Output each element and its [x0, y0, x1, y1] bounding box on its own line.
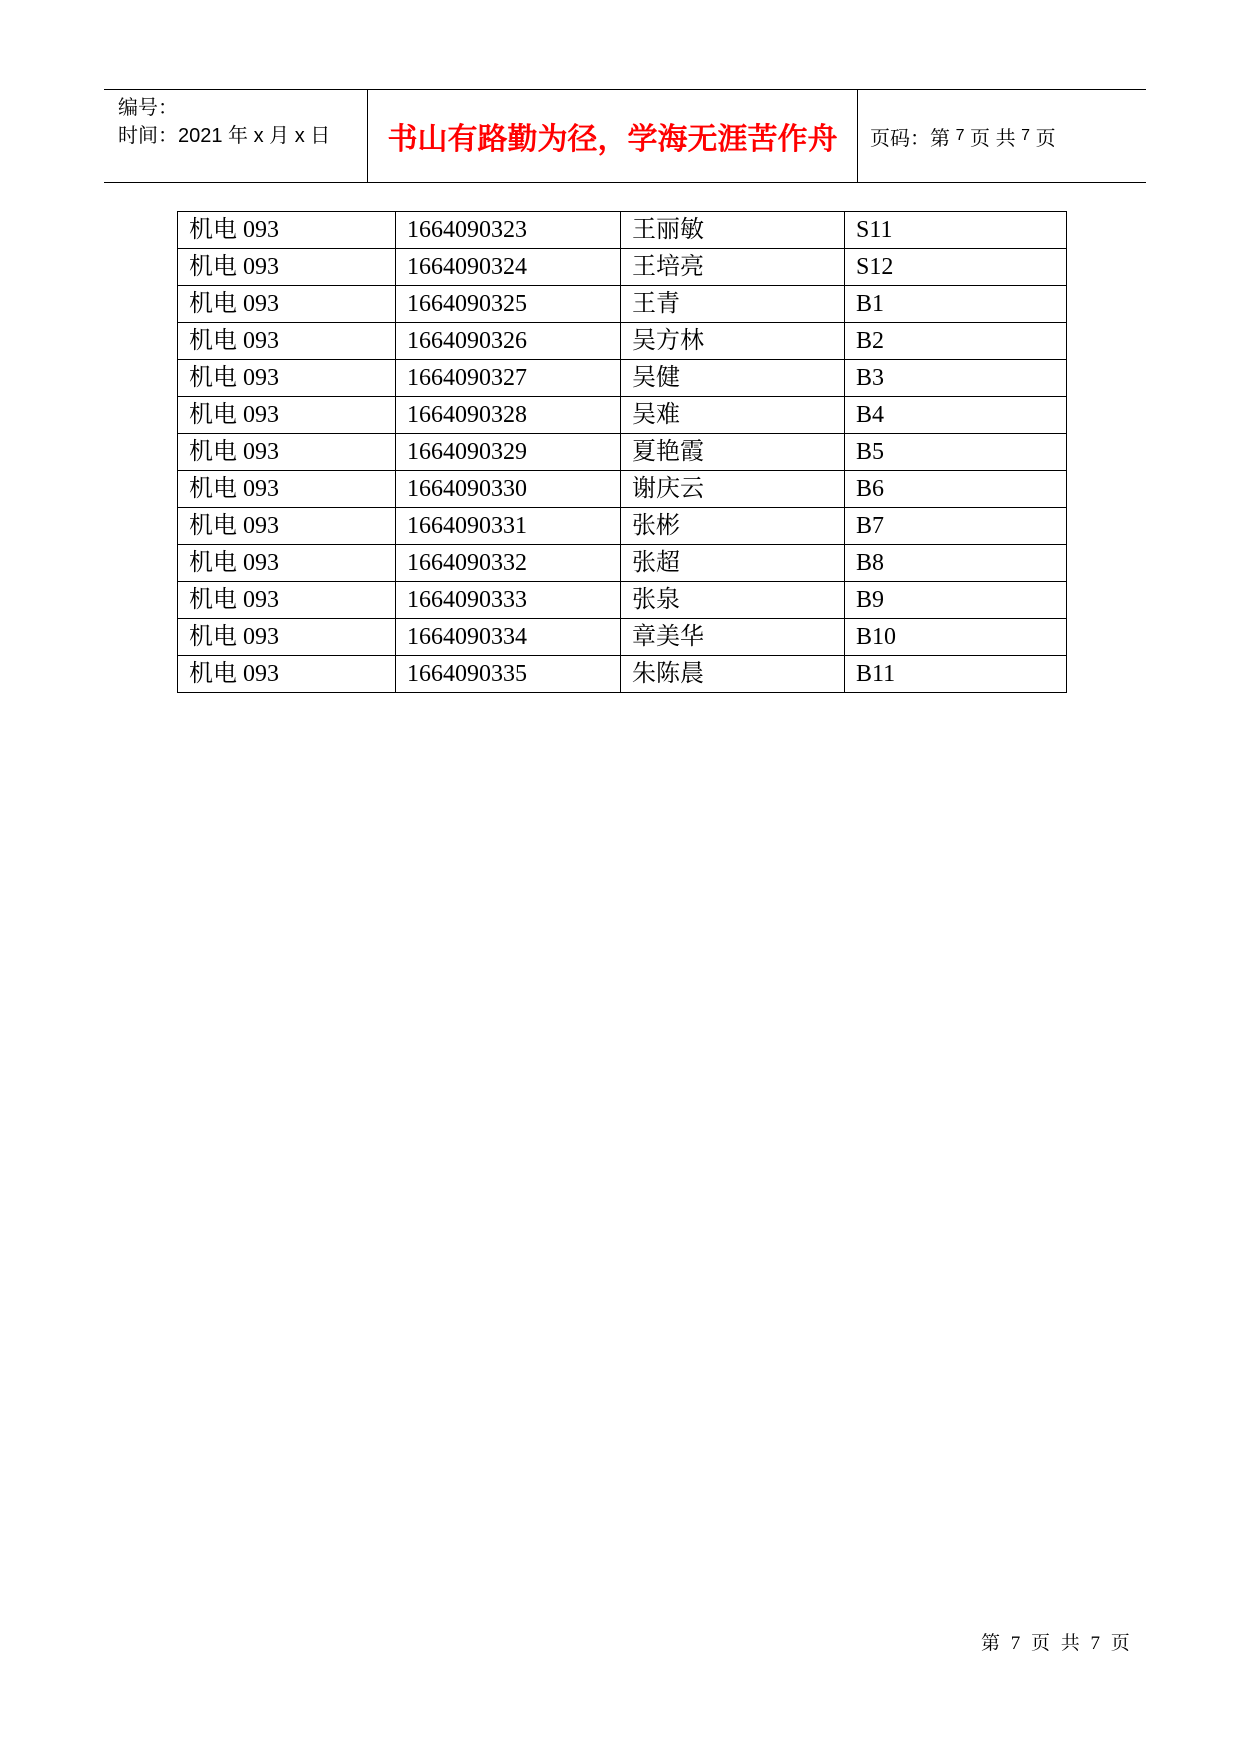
table-row [178, 323, 1067, 360]
student-id-cell: 1664090331 [396, 508, 621, 545]
table-row [178, 582, 1067, 619]
page-total: 7 [1021, 127, 1031, 144]
student-id-cell: 1664090335 [396, 656, 621, 693]
student-name-cell: 吴难 [621, 397, 845, 434]
student-id-cell: 1664090325 [396, 286, 621, 323]
seat-cell: B10 [845, 619, 1067, 656]
table-row [178, 508, 1067, 545]
student-name-cell: 王培亮 [621, 249, 845, 286]
student-name-cell: 吴健 [621, 360, 845, 397]
table-row [178, 360, 1067, 397]
student-name-cell: 吴方林 [621, 323, 845, 360]
class-cell: 机电 093 [178, 545, 396, 582]
page-footer: 第 7 页 共 7 页 [981, 1633, 1130, 1654]
class-cell: 机电 093 [178, 323, 396, 360]
student-id-cell: 1664090327 [396, 360, 621, 397]
page-header [104, 89, 1146, 183]
student-name-cell: 张超 [621, 545, 845, 582]
class-cell: 机电 093 [178, 249, 396, 286]
student-name-cell: 张泉 [621, 582, 845, 619]
table-row [178, 471, 1067, 508]
seat-cell: B2 [845, 323, 1067, 360]
student-name-cell: 朱陈晨 [621, 656, 845, 693]
header-page-number [858, 90, 1146, 182]
seat-cell: B8 [845, 545, 1067, 582]
table-row [178, 212, 1067, 249]
class-cell: 机电 093 [178, 582, 396, 619]
class-cell: 机电 093 [178, 656, 396, 693]
class-cell: 机电 093 [178, 434, 396, 471]
student-id-cell: 1664090332 [396, 545, 621, 582]
seat-cell: B4 [845, 397, 1067, 434]
student-id-cell: 1664090330 [396, 471, 621, 508]
seat-cell: B5 [845, 434, 1067, 471]
page-prefix: 页码：第 [870, 127, 950, 150]
seat-cell: S11 [845, 212, 1067, 249]
document-number-label: 编号： [118, 97, 178, 119]
roster-body [178, 212, 1067, 693]
page-suffix: 页 [1035, 127, 1056, 150]
student-name-cell: 夏艳霞 [621, 434, 845, 471]
class-cell: 机电 093 [178, 397, 396, 434]
seat-cell: S12 [845, 249, 1067, 286]
table-row [178, 397, 1067, 434]
seat-cell: B7 [845, 508, 1067, 545]
seat-cell: B6 [845, 471, 1067, 508]
student-id-cell: 1664090324 [396, 249, 621, 286]
student-id-cell: 1664090334 [396, 619, 621, 656]
seat-cell: B3 [845, 360, 1067, 397]
table-row [178, 619, 1067, 656]
student-id-cell: 1664090333 [396, 582, 621, 619]
table-row [178, 545, 1067, 582]
student-name-cell: 章美华 [621, 619, 845, 656]
class-cell: 机电 093 [178, 508, 396, 545]
page-current: 7 [955, 127, 965, 144]
student-id-cell: 1664090328 [396, 397, 621, 434]
seat-cell: B1 [845, 286, 1067, 323]
seat-cell: B11 [845, 656, 1067, 693]
seat-cell: B9 [845, 582, 1067, 619]
student-name-cell: 王青 [621, 286, 845, 323]
table-row [178, 249, 1067, 286]
class-cell: 机电 093 [178, 619, 396, 656]
class-cell: 机电 093 [178, 471, 396, 508]
class-cell: 机电 093 [178, 212, 396, 249]
page-middle: 页 共 [970, 127, 1016, 150]
student-name-cell: 张彬 [621, 508, 845, 545]
table-row [178, 286, 1067, 323]
class-cell: 机电 093 [178, 286, 396, 323]
document-date: 时间：2021 年 x 月 x 日 [118, 125, 331, 147]
table-row [178, 434, 1067, 471]
table-row [178, 656, 1067, 693]
student-id-cell: 1664090326 [396, 323, 621, 360]
student-name-cell: 王丽敏 [621, 212, 845, 249]
student-name-cell: 谢庆云 [621, 471, 845, 508]
student-id-cell: 1664090329 [396, 434, 621, 471]
student-roster-table [177, 211, 1067, 693]
header-meta [104, 90, 368, 182]
student-id-cell: 1664090323 [396, 212, 621, 249]
header-motto: 书山有路勤为径，学海无涯苦作舟 [368, 90, 858, 182]
class-cell: 机电 093 [178, 360, 396, 397]
